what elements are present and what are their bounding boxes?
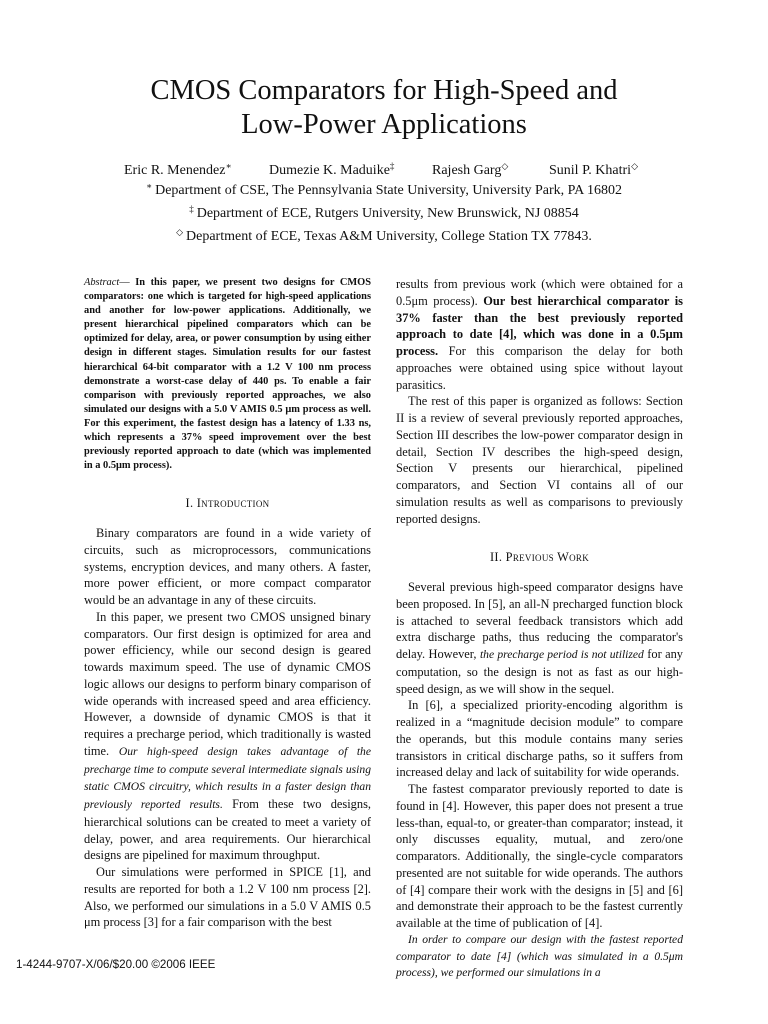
affiliation-3: ◇ Department of ECE, Texas A&M University, College Station TX 77843. xyxy=(176,227,592,244)
abstract: Abstract— In this paper, we present two designs for CMOS comparators: one which is targeted for high-speed applications and another for low-power applications. Additionally, we present hierarchical pipelined comparators which can be optimized for delay, area, or power consumption by using either design in different stages. Simulation results for our fastest hierarchical 64-bit comparator with a 1.2 V 100 nm process demonstrate a worst-case delay of 440 ps. To enable a fair comparison with previously reported approaches, we also simulated our designs with a 5.0 V AMIS 0.5 μm process as well. For this experiment, the fastest design has a latency of 1.33 ns, which represents a 37% speed improvement over the best previously reported approach to date (which was implemented in a 0.5μm process). xyxy=(84,277,371,472)
section-heading-introduction: I. Introduction xyxy=(185,496,270,511)
title-line-2: Low-Power Applications xyxy=(241,109,527,140)
author-3: Rajesh Garg◇ xyxy=(432,161,509,178)
intro-paragraph-1: Binary comparators are found in a wide variety of circuits, such as microprocessors, communications systems, encryption devices, and many others. A faster, more power efficient, or more compact comparator would be an advantage in any of these circuits. xyxy=(84,526,371,608)
previous-work-paragraph-2: In [6], a specialized priority-encoding algorithm is realized in a “magnitude decision module” to compare the operands, but this module contains many series transistors in critical discharge paths, so it suffers from increased delay and lack of suitability for wide operands. xyxy=(396,698,683,780)
author-2: Dumezie K. Maduike‡ xyxy=(269,161,395,178)
paper-title xyxy=(60,74,708,142)
previous-work-paragraph-3: The fastest comparator previously reported to date is found in [4]. However, this paper does not present a true less-than, equal-to, or greater-than comparator; instead, it only discusses equality, mutual, and zero/one comparators. Additionally, the single-cycle comparators presented are not suitable for wide operands. The authors of [4] compare their work with the designs in [5] and [6] and demonstrate their approach to be the fastest currently available at the time of publication of [4]. xyxy=(396,782,683,930)
copyright-footer: 1-4244-9707-X/06/$20.00 ©2006 IEEE xyxy=(16,958,216,971)
affiliation-2: ‡ Department of ECE, Rutgers University, New Brunswick, NJ 08854 xyxy=(189,204,579,221)
intro-continuation: results from previous work (which were obtained for a 0.5μm process). Our best hierarchical comparator is 37% faster than the best previously reported approach to date [4], which was done in a 0.5μm process. For this comparison the delay for both approaches were obtained using spice without layout parasitics. xyxy=(396,277,683,392)
affiliation-1: ∗ Department of CSE, The Pennsylvania State University, University Park, PA 16802 xyxy=(145,181,622,198)
previous-work-paragraph-4: In order to compare our design with the fastest reported comparator to date [4] (which was simulated in a 0.5μm process), we performed our simulations in a xyxy=(396,932,683,980)
intro-organization: The rest of this paper is organized as follows: Section II is a review of several previously reported approaches, Section III describes the low-power comparator design in detail, Section IV describes the high-speed design, Section V presents our hierarchical, pipelined comparators, and Section VI contains all of our simulation results as well as comparisons to previously reported designs. xyxy=(396,394,683,526)
author-1: Eric R. Menendez∗ xyxy=(124,161,232,178)
left-column xyxy=(84,276,371,931)
intro-paragraph-3: Our simulations were performed in SPICE [1], and results are reported for both a 1.2 V 100 nm process [2]. Also, we performed our simulations in a 5.0 V AMIS 0.5 μm process [3] for a fair comparison with the best xyxy=(84,865,371,930)
section-heading-previous-work: II. Previous Work xyxy=(489,550,589,565)
affiliation-list xyxy=(60,177,708,246)
title-line-1: CMOS Comparators for High-Speed and xyxy=(150,75,618,106)
previous-work-paragraph-1: Several previous high-speed comparator designs have been proposed. In [5], an all-N precharged function block is attached to several feedback transistors which add extra discharge paths, thus reducing the comparator's delay. However, the precharge period is not utilized for any computation, so the design is not as fast as our high-speed design, as we will show in the sequel. xyxy=(396,580,683,696)
right-column xyxy=(396,276,683,982)
intro-paragraph-2: In this paper, we present two CMOS unsigned binary comparators. Our first design is optimized for area and power efficiency, while our second design is geared towards maximum speed. The use of dynamic CMOS logic allows our designs to perform binary comparison of wide operands with increased speed and area efficiency. However, a downside of dynamic CMOS is that it requires a precharge period, which traditionally is wasted time. Our high-speed design takes advantage of the precharge time to compute several intermediate signals using static CMOS circuitry, which results in a faster design than previously reported results. From these two designs, hierarchical solutions can be created to meet a variety of delay, power, and area requirements. Our hierarchical designs are pipelined for maximum throughput. xyxy=(84,609,371,863)
author-4: Sunil P. Khatri◇ xyxy=(549,161,638,178)
